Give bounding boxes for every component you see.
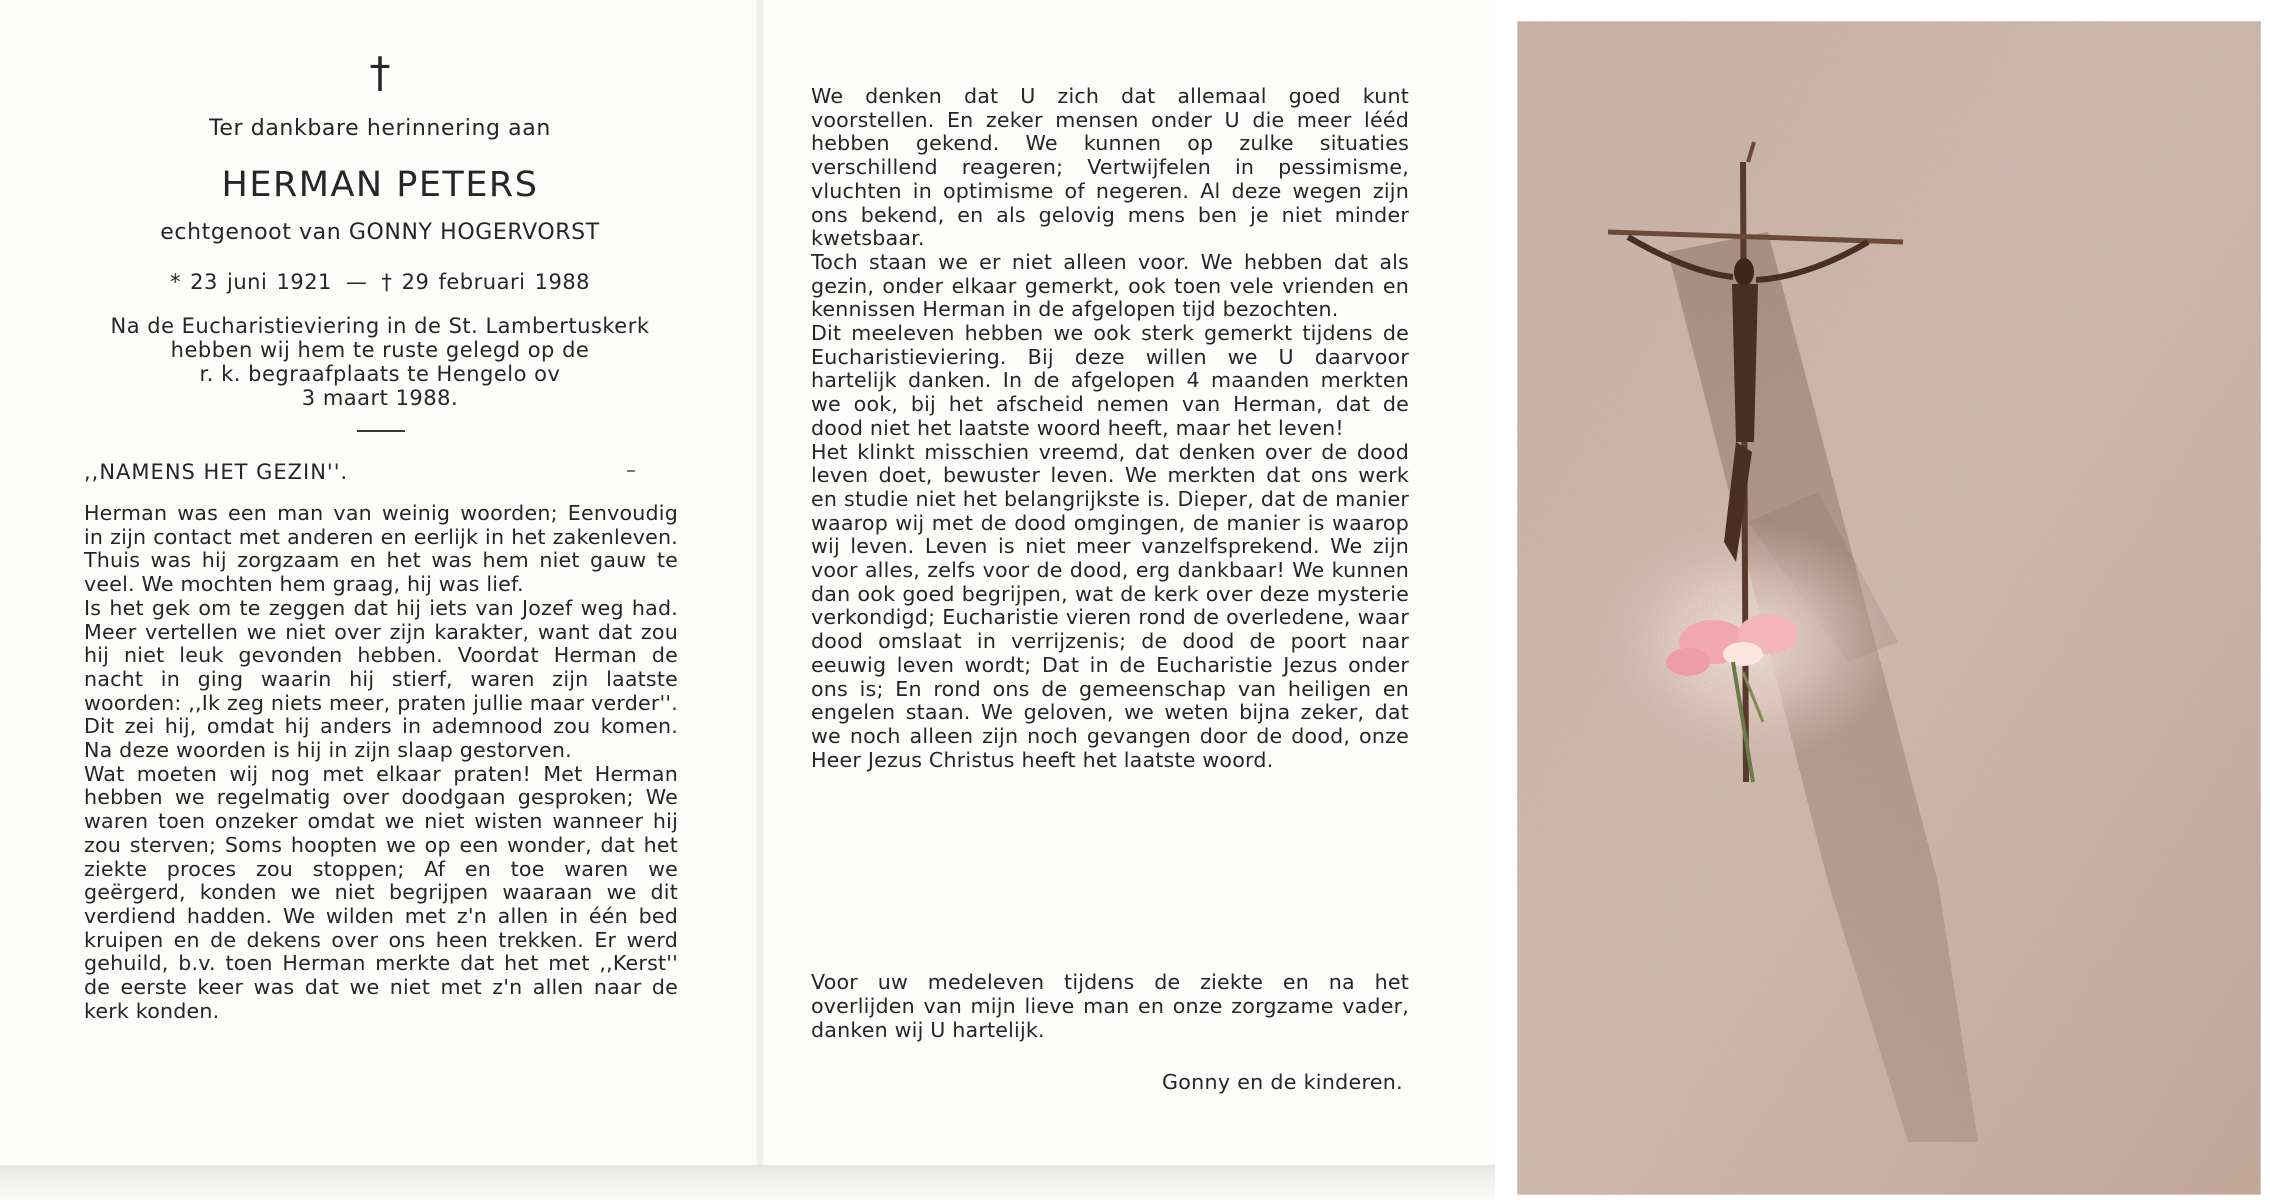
paragraph: Is het gek om te zeggen dat hij iets van Jozef weg had. Meer vertellen we niet over zijn karakter, want dat zou hij niet leuk gevonden hebben. Voordat Herman de nacht in ging waarin hij stierf, waren zijn laatste woorden: ,,Ik zeg niets meer, praten jullie maar verder''. Dit zei hij, omdat hij anders in ademnood zou komen. Na deze woorden is hij in zijn slaap gestorven. [84,595,678,763]
middle-body-text [811,85,1409,772]
thanks-text: Voor uw medeleven tijdens de ziekte en na het overlijden van mijn lieve man en onze zorgzame vader, danken wij U hartelijk. [811,970,1409,1042]
left-body-text [84,502,678,1023]
deceased-name: HERMAN PETERS [221,165,539,205]
birth-date: * 23 juni 1921 [169,270,332,294]
paragraph: Herman was een man van weinig woorden; Eenvoudig in zijn contact met anderen en eerlijk in het zakenleven. Thuis was hij zorgzaam en het was hem niet gauw te veel. We mochten hem graag, hij was lief. [84,501,678,597]
death-date: † 29 februari 1988 [381,270,591,294]
section-heading: ,,NAMENS HET GEZIN''. [84,460,349,484]
burial-line: Na de Eucharistieviering in de St. Lambertuskerk [110,314,650,338]
paragraph: Toch staan we er niet alleen voor. We hebben dat als gezin, onder elkaar gemerkt, ook toen vele vrienden en kennissen Herman in de afgelopen tijd bezochten. [811,249,1409,322]
date-separator: — [345,270,368,294]
signature-line: Gonny en de kinderen. [1162,1070,1403,1094]
stray-mark [627,470,635,472]
burial-line: 3 maart 1988. [301,386,459,410]
crucifix-photo [1518,22,2260,1194]
burial-line: hebben wij hem te ruste gelegd op de [170,338,590,362]
paragraph: We denken dat U zich dat allemaal goed kunt voorstellen. En zeker mensen onder U die meer lééd hebben gekend. We kunnen op zulke situaties verschillend reageren; Vertwijfelen in pessimisme, vluchten in optimisme of negeren. Al deze wegen zijn ons bekend, en als gelovig mens ben je niet minder kwetsbaar. [811,84,1409,251]
spouse-line: echtgenoot van GONNY HOGERVORST [160,220,600,245]
intro-text: Ter dankbare herinnering aan [209,116,551,141]
paragraph: Dit meeleven hebben we ook sterk gemerkt tijdens de Eucharistieviering. Bij deze willen we U daarvoor hartelijk danken. In de afgelopen 4 maanden merkten we ook, bij het afscheid nemen van Herman, dat de dood niet het laatste woord heeft, maar het leven! [811,321,1409,440]
paragraph: Het klinkt misschien vreemd, dat denken over de dood leven doet, bewuster leven. We merkten dat ons werk en studie niet het belangrijkste is. Dieper, dat de manier waarop wij met de dood omgingen, de manier is waarop wij leven. Leven is niet meer vanzelfsprekend. We zijn voor alles, zelfs voor de dood, erg dankbaar! We kunnen dan ook goed begrijpen, wat de kerk over deze mysterie verkondigd; Eucharistie vieren rond de overledene, waar dood omslaat in verrijzenis; de dood de poort naar eeuwig leven wordt; Dat in de Eucharistie Jezus onder ons is; En rond ons de gemeenschap van heiligen en engelen staan. We geloven, we weten bijna zeker, dat we noch alleen zijn noch gevangen door de dood, onze Heer Jezus Christus heeft het laatste woord. [811,439,1409,772]
cross-icon: † [369,48,391,97]
card-bottom-edge [0,1165,1495,1200]
divider [357,430,405,432]
burial-notice [60,314,700,410]
crucifix-photo-art [1518,22,2260,1194]
life-dates [0,272,760,293]
burial-line: r. k. begraafplaats te Hengelo ov [199,362,561,386]
paragraph: Wat moeten wij nog met elkaar praten! Met Herman hebben we regelmatig over doodgaan gesproken; We waren toen onzeker omdat we niet wisten wanneer hij zou sterven; Soms hoopten we op een wonder, dat het ziekte proces zou stoppen; Af en toe waren we geërgerd, konden we niet begrijpen waaraan we dit verdiend hadden. We wilden met z'n allen in één bed kruipen en de dekens over ons heen trekken. Er werd gehuild, b.v. toen Herman merkte dat het met ,,Kerst'' de eerste keer was dat we niet met z'n allen naar de kerk konden. [84,761,678,1023]
